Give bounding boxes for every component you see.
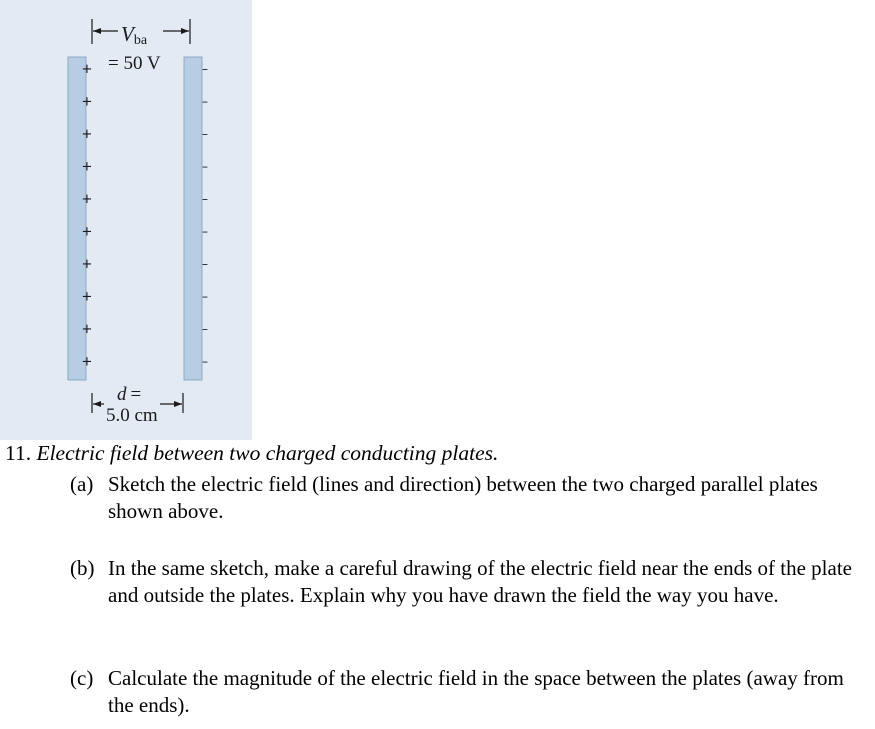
distance-label: d = bbox=[117, 384, 142, 405]
parallel-plates-figure bbox=[0, 0, 252, 440]
positive-charge-sign: + bbox=[81, 62, 93, 77]
part-b-label: (b) bbox=[70, 556, 95, 580]
positive-charge-sign: + bbox=[81, 322, 93, 337]
question-number: 11. bbox=[5, 441, 32, 465]
negative-charge-sign: – bbox=[202, 127, 208, 141]
question-part-c bbox=[70, 665, 870, 719]
positive-charge-sign: + bbox=[81, 94, 93, 110]
distance-value: 5.0 cm bbox=[106, 405, 158, 426]
question-part-a bbox=[70, 471, 870, 525]
negative-charge-sign: – bbox=[202, 354, 208, 369]
negative-charge-sign: – bbox=[202, 322, 208, 336]
voltage-label: Vba bbox=[121, 22, 148, 48]
negative-plate bbox=[184, 57, 202, 380]
negative-charge-sign: – bbox=[202, 159, 208, 174]
part-a-text: Sketch the electric field (lines and direction) between the two charged parallel plates shown above. bbox=[108, 472, 818, 523]
positive-charge-sign: + bbox=[81, 127, 93, 142]
voltage-value: = 50 V bbox=[108, 53, 161, 74]
part-b-text: In the same sketch, make a careful drawing of the electric field near the ends of the plate and outside the plates. Explain why you have drawn the field the way you have. bbox=[108, 556, 852, 607]
question-title bbox=[5, 441, 498, 466]
question-heading: Electric field between two charged conducting plates. bbox=[36, 441, 499, 465]
question-part-b bbox=[70, 555, 870, 609]
positive-charge-sign: + bbox=[81, 289, 93, 305]
positive-charge-sign: + bbox=[81, 354, 93, 370]
negative-charge-sign: – bbox=[202, 192, 208, 206]
positive-charge-sign: + bbox=[81, 224, 93, 240]
negative-charge-sign: – bbox=[202, 289, 208, 304]
part-a-label: (a) bbox=[70, 472, 94, 496]
negative-charge-sign: – bbox=[202, 257, 208, 271]
positive-charge-sign: + bbox=[81, 257, 93, 272]
negative-charge-sign: – bbox=[202, 224, 208, 239]
positive-charge-sign: + bbox=[81, 192, 93, 207]
negative-charge-sign: – bbox=[202, 62, 208, 76]
part-c-text: Calculate the magnitude of the electric field in the space between the plates (away from the ends). bbox=[108, 666, 844, 717]
negative-charge-sign: – bbox=[202, 94, 208, 109]
part-c-label: (c) bbox=[70, 666, 94, 690]
positive-charge-sign: + bbox=[81, 159, 93, 175]
